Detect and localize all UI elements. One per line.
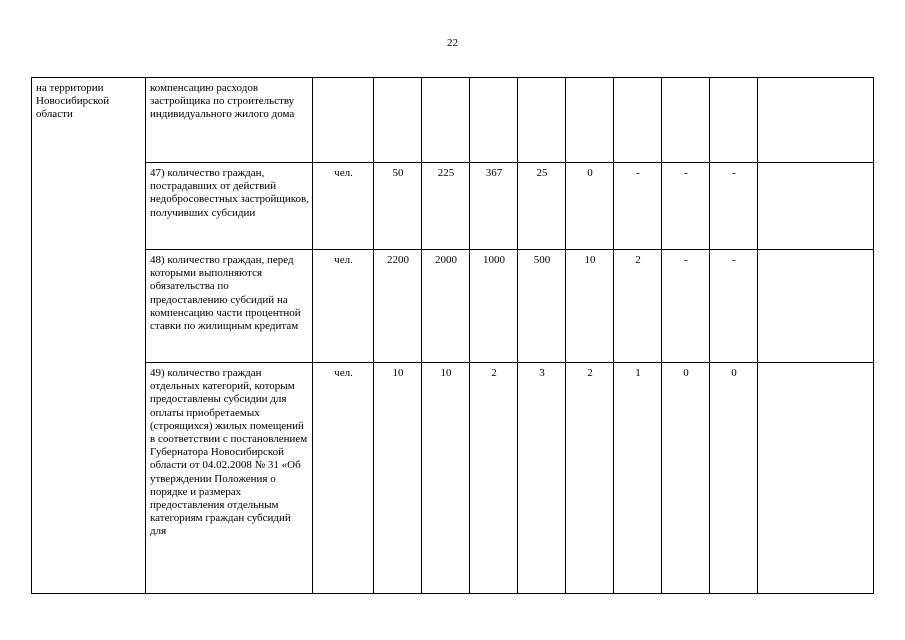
value-cell: 3 <box>518 363 566 594</box>
value-cell: 50 <box>374 163 422 250</box>
value-cell <box>662 78 710 163</box>
indicator-cell: компенсацию расходов застройщика по строительству индивидуального жилого дома <box>146 78 313 163</box>
region-cell: на территории Новосибирской области <box>32 78 146 594</box>
value-cell: 10 <box>566 250 614 363</box>
value-cell: 10 <box>422 363 470 594</box>
value-cell: 2000 <box>422 250 470 363</box>
value-cell: - <box>614 163 662 250</box>
value-cell: - <box>710 250 758 363</box>
page-number: 22 <box>447 37 458 49</box>
value-cell: 2 <box>470 363 518 594</box>
last-cell <box>758 163 874 250</box>
value-cell: 25 <box>518 163 566 250</box>
table-row <box>32 250 874 363</box>
unit-cell <box>313 78 374 163</box>
value-cell: 0 <box>662 363 710 594</box>
value-cell: 367 <box>470 163 518 250</box>
table-row <box>32 163 874 250</box>
value-cell <box>614 78 662 163</box>
value-cell: 2 <box>566 363 614 594</box>
unit-cell: чел. <box>313 250 374 363</box>
value-cell: 10 <box>374 363 422 594</box>
indicators-table <box>31 77 874 594</box>
last-cell <box>758 78 874 163</box>
value-cell: - <box>662 250 710 363</box>
indicator-cell: 49) количество граждан отдельных категорий, которым предоставлены субсидии для оплаты приобретаемых (строящихся) жилых помещений в соответствии с постановлением Губернатора Новосибирской области от 04.02.2008 № 31 «Об утверждении Положения о порядке и размерах предоставления отдельным категориям граждан субсидий для <box>146 363 313 594</box>
value-cell: - <box>710 163 758 250</box>
value-cell <box>566 78 614 163</box>
value-cell <box>710 78 758 163</box>
value-cell: 225 <box>422 163 470 250</box>
value-cell: 2 <box>614 250 662 363</box>
value-cell <box>374 78 422 163</box>
value-cell: 1 <box>614 363 662 594</box>
value-cell <box>518 78 566 163</box>
value-cell: 2200 <box>374 250 422 363</box>
unit-cell: чел. <box>313 163 374 250</box>
value-cell <box>422 78 470 163</box>
value-cell: 1000 <box>470 250 518 363</box>
last-cell <box>758 250 874 363</box>
table-row <box>32 363 874 594</box>
table-row <box>32 78 874 163</box>
last-cell <box>758 363 874 594</box>
value-cell: 0 <box>566 163 614 250</box>
indicator-cell: 48) количество граждан, перед которыми выполняются обязательства по предоставлению субсидий на компенсацию части процентной ставки по жилищным кредитам <box>146 250 313 363</box>
value-cell <box>470 78 518 163</box>
value-cell: 500 <box>518 250 566 363</box>
value-cell: 0 <box>710 363 758 594</box>
value-cell: - <box>662 163 710 250</box>
unit-cell: чел. <box>313 363 374 594</box>
indicator-cell: 47) количество граждан, пострадавших от действий недобросовестных застройщиков, получивших субсидии <box>146 163 313 250</box>
